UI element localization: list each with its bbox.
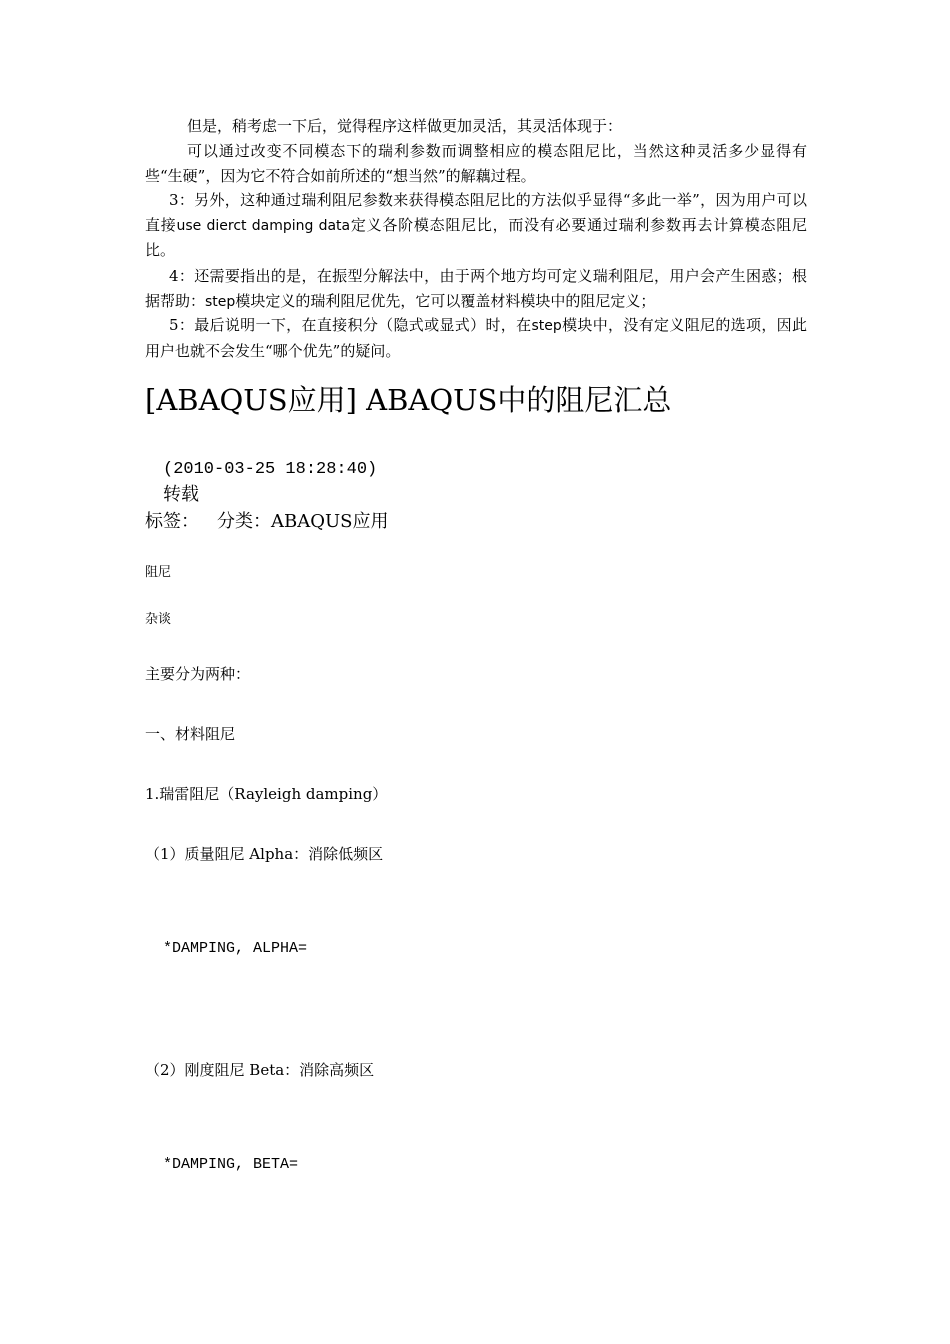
code-line-alpha: *DAMPING, ALPHA= xyxy=(163,940,308,957)
paragraph-text: 可以通过改变不同模态下的瑞利参数而调整相应的模态阻尼比，当然这种灵活多少显得有些“生硬”，因为它不符合如前所述的“想当然”的解藕过程。 xyxy=(145,142,807,185)
sub-item-stiffness-damping: （2）刚度阻尼 Beta：消除高频区 xyxy=(145,1061,375,1079)
content-intro: 主要分为两种： xyxy=(145,665,251,683)
paragraph-text: 定义各阶模态阻尼比，而没有必要通过瑞利参数再去计算模态阻尼比。 xyxy=(145,215,807,259)
inline-keyword: use dierct damping data xyxy=(176,217,351,234)
tag-item: 阻尼 xyxy=(145,565,172,580)
repost-label: 转载 xyxy=(163,484,199,505)
article-title: [ABAQUS应用] ABAQUS中的阻尼汇总 xyxy=(145,383,672,417)
paragraph-text: 但是，稍考虑一下后，觉得程序这样做更加灵活，其灵活体现于： xyxy=(187,117,623,135)
sub-item-mass-damping: （1）质量阻尼 Alpha：消除低频区 xyxy=(145,845,384,863)
paragraph-flexibility-intro xyxy=(145,114,807,139)
item-rayleigh-damping: 1.瑞雷阻尼（Rayleigh damping） xyxy=(145,785,388,803)
inline-keyword: step xyxy=(205,293,236,310)
article-datetime: (2010-03-25 18:28:40) xyxy=(163,460,378,479)
paragraph-text: 模块定义的瑞利阻尼优先，它可以覆盖材料模块中的阻尼定义； xyxy=(235,291,656,310)
code-line-beta: *DAMPING, BETA= xyxy=(163,1156,299,1173)
tag-item: 杂谈 xyxy=(145,612,172,627)
paragraph-point-5 xyxy=(145,313,807,363)
paragraph-point-4 xyxy=(145,264,807,314)
tags-label: 标签： xyxy=(145,511,199,532)
paragraph-flexibility-detail xyxy=(145,139,807,188)
paragraph-point-3 xyxy=(145,188,807,263)
paragraph-text: 5：最后说明一下，在直接积分（隐式或显式）时，在 xyxy=(169,316,532,334)
paragraph-text: 3：另外，这种通过瑞利阻尼参数来获得模态阻尼比的方法似乎显得“多此一举”，因为用户可以直接 xyxy=(145,191,807,234)
section-heading-material-damping: 一、材料阻尼 xyxy=(145,725,236,743)
paragraph-text: 模块中，没有定义阻尼的选项，因此用户也就不会发生“哪个优先”的疑问。 xyxy=(145,316,807,360)
category-label: 分类：ABAQUS应用 xyxy=(217,511,389,532)
inline-keyword: step xyxy=(531,318,562,334)
paragraph-text: 4：还需要指出的是，在振型分解法中，由于两个地方均可定义瑞利阻尼，用户会产生困惑；根据帮助： xyxy=(145,267,807,310)
